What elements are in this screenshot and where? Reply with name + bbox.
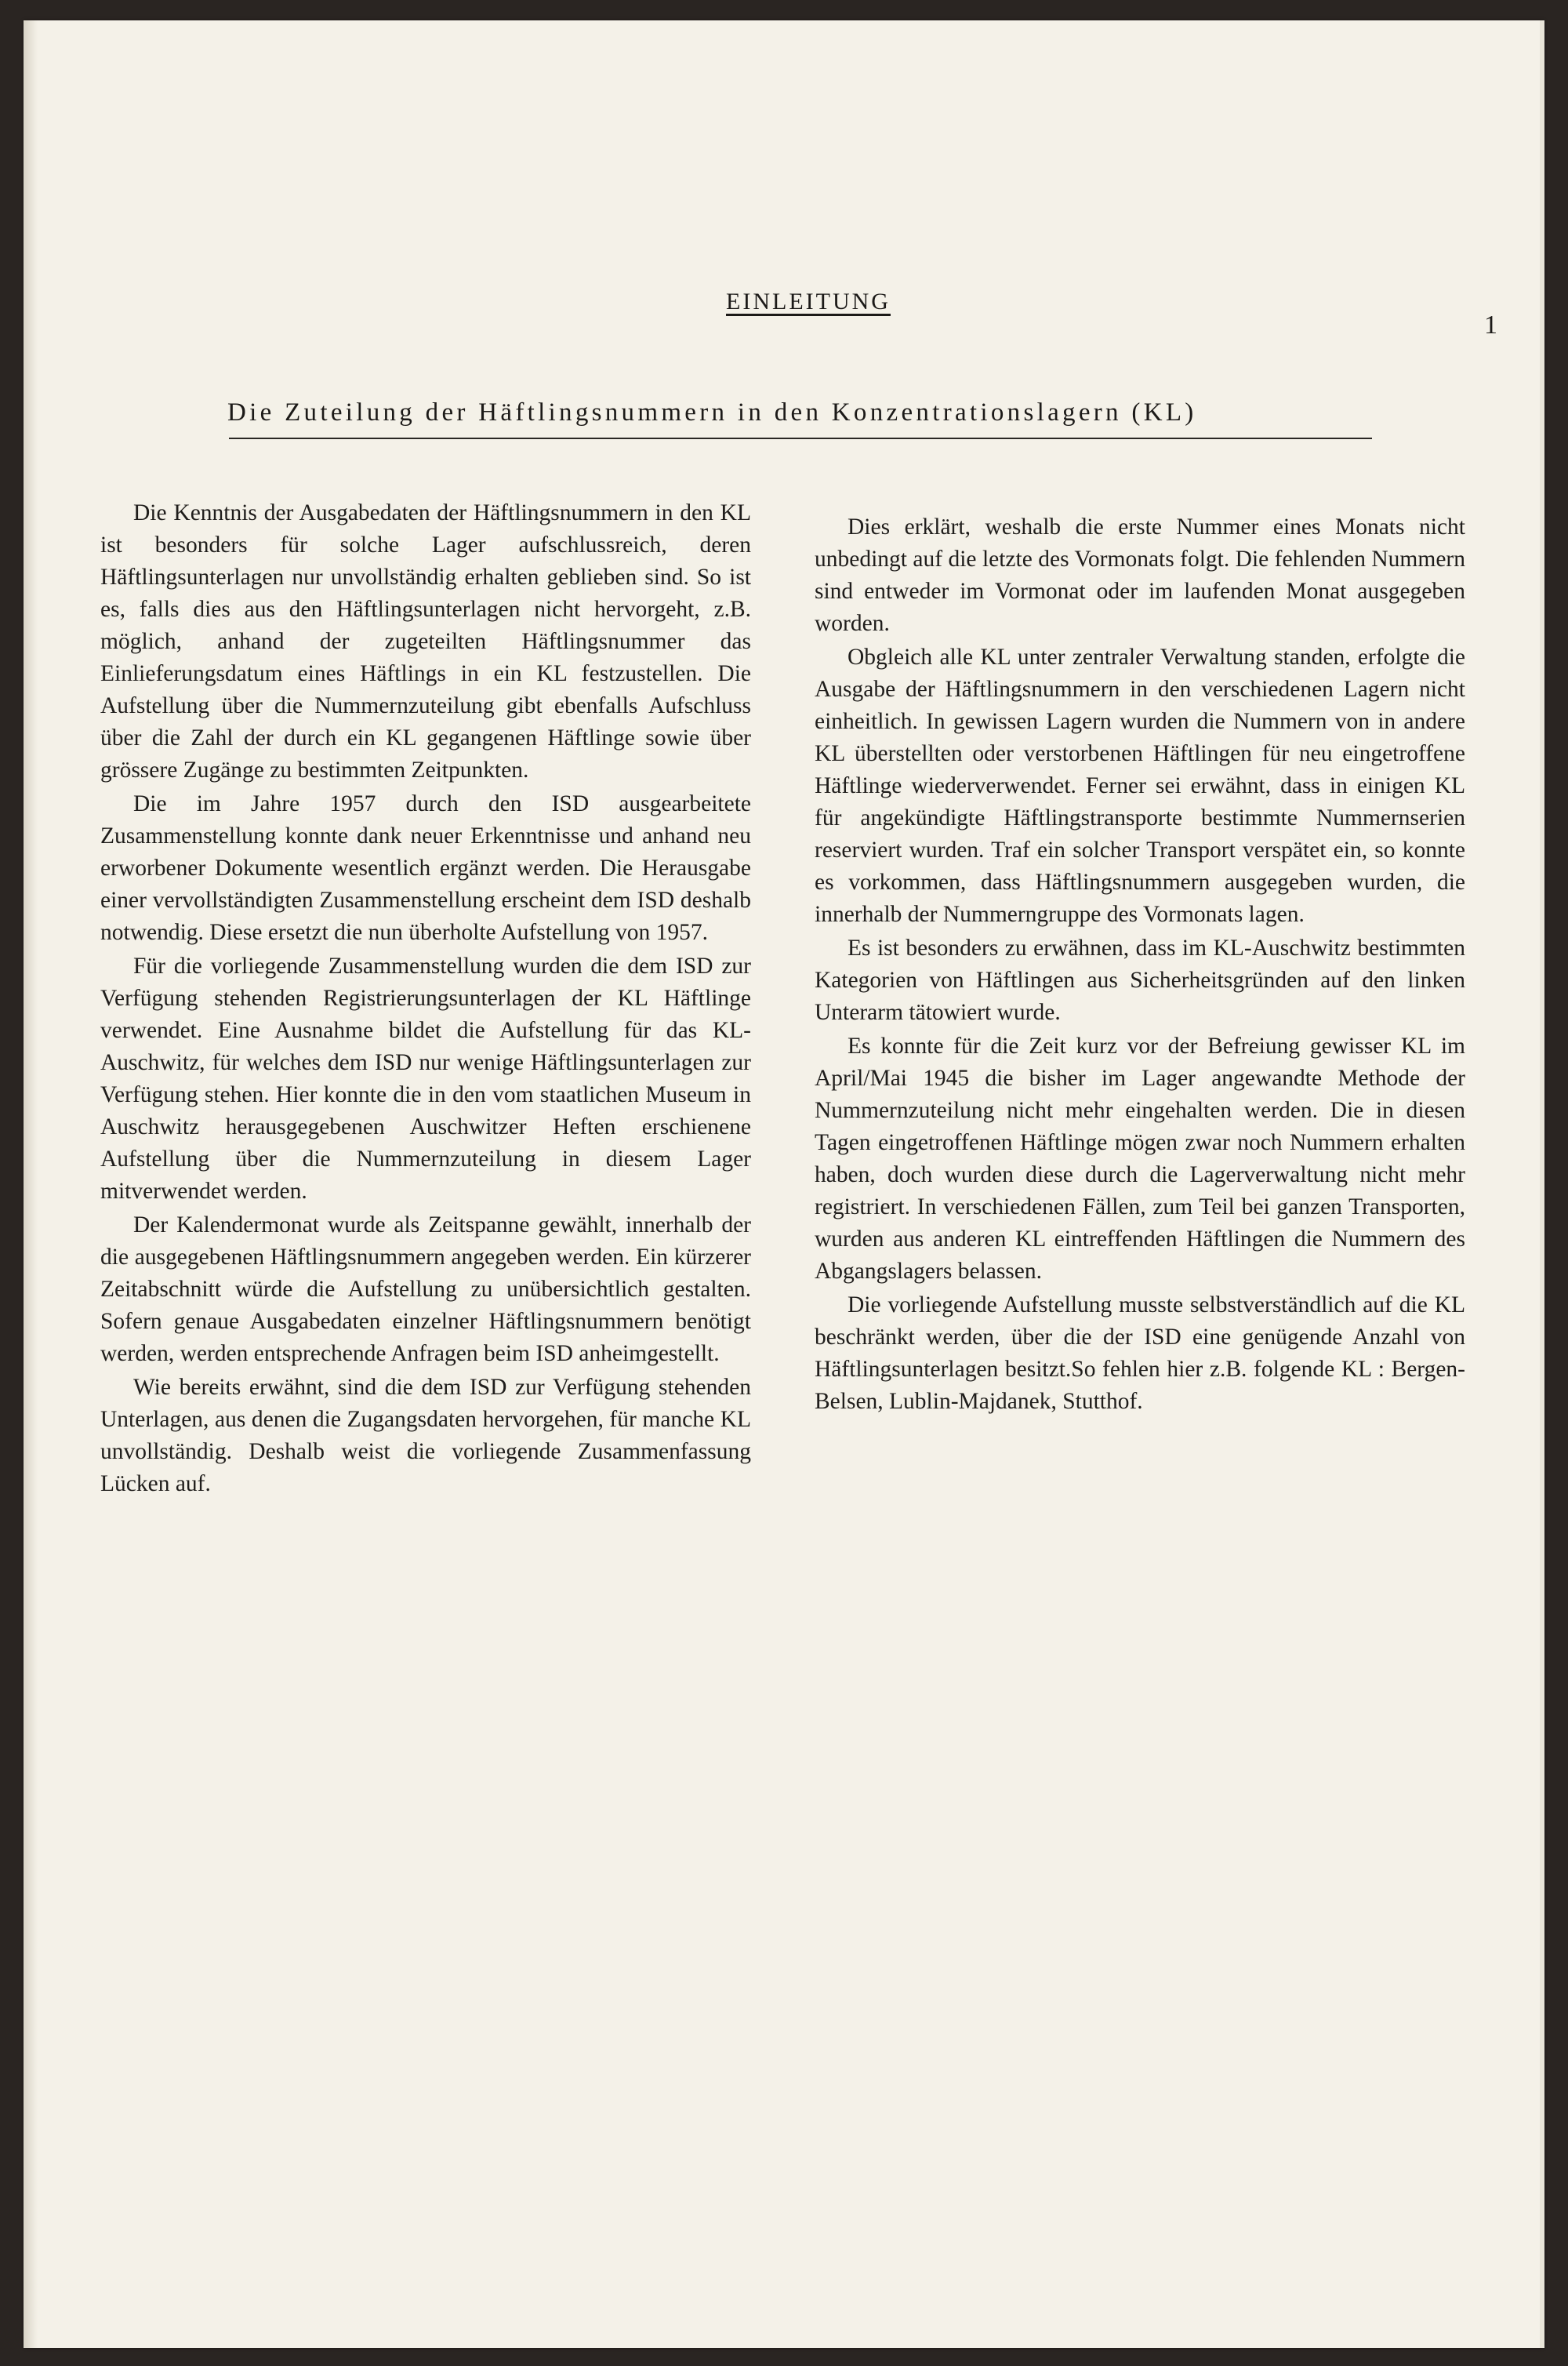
left-text-column	[100, 497, 751, 1502]
document-subtitle: Die Zuteilung der Häftlingsnummern in den Konzentrationslagern (KL)	[227, 398, 1197, 427]
paragraph: Es ist besonders zu erwähnen, dass im KL-Auschwitz bestimmten Kategorien von Häftlingen aus Sicherheitsgründen auf den linken Unterarm tätowiert wurde.	[815, 936, 1465, 1025]
paragraph: Es konnte für die Zeit kurz vor der Befreiung gewisser KL im April/Mai 1945 die bisher im Lager angewandte Methode der Nummernzuteilung nicht mehr eingehalten werden. Die in diesen Tagen eingetroffenen Häftlinge mögen zwar noch Nummern erhalten haben, doch wurden diese durch die Lagerverwaltung nicht mehr registriert. In verschiedenen Fällen, zum Teil bei ganzen Transporten, wurden aus anderen KL eintreffenden Häftlingen die Nummern des Abgangslagers belassen.	[815, 1034, 1465, 1284]
paragraph: Für die vorliegende Zusammenstellung wurden die dem ISD zur Verfügung stehenden Registrierungsunterlagen der KL Häftlinge verwendet. Eine Ausnahme bildet die Aufstellung für das KL-Auschwitz, für welches dem ISD nur wenige Häftlingsunterlagen zur Verfügung stehen. Hier konnte die in den vom staatlichen Museum in Auschwitz herausgegebenen Auschwitzer Heften erschienene Aufstellung über die Nummernzuteilung in diesem Lager mitverwendet werden.	[100, 954, 751, 1204]
subtitle-underline	[229, 438, 1372, 439]
right-text-column	[815, 511, 1465, 1419]
paragraph: Obgleich alle KL unter zentraler Verwaltung standen, erfolgte die Ausgabe der Häftlingsnummern in den verschiedenen Lagern nicht einheitlich. In gewissen Lagern wurden die Nummern von in andere KL überstellten oder verstorbenen Häftlingen für neu eingetroffene Häftlinge wiederverwendet. Ferner sei erwähnt, dass in einigen KL für angekündigte Häftlingstransporte bestimmte Nummernserien reserviert wurden. Traf ein solcher Transport verspätet ein, so konnte es vorkommen, dass Häftlingsnummern ausgegeben wurden, die innerhalb der Nummerngruppe des Vormonats lagen.	[815, 645, 1465, 927]
paragraph: Wie bereits erwähnt, sind die dem ISD zur Verfügung stehenden Unterlagen, aus denen die Zugangsdaten hervorgehen, für manche KL unvollständig. Deshalb weist die vorliegende Zusammenfassung Lücken auf.	[100, 1375, 751, 1496]
section-heading-wrapper	[24, 289, 1544, 315]
paragraph: Dies erklärt, weshalb die erste Nummer eines Monats nicht unbedingt auf die letzte des Vormonats folgt. Die fehlenden Nummern sind entweder im Vormonat oder im laufenden Monat ausgegeben worden.	[815, 514, 1465, 636]
paragraph: Die Kenntnis der Ausgabedaten der Häftlingsnummern in den KL ist besonders für solche Lager aufschlussreich, deren Häftlingsunterlagen nur unvollständig erhalten geblieben sind. So ist es, falls dies aus den Häftlingsunterlagen nicht hervorgeht, z.B. möglich, anhand der zugeteilten Häftlingsnummer das Einlieferungsdatum eines Häftlings in ein KL festzustellen. Die Aufstellung über die Nummernzuteilung gibt ebenfalls Aufschluss über die Zahl der durch ein KL gegangenen Häftlinge sowie über grössere Zugänge zu bestimmten Zeitpunkten.	[100, 500, 751, 783]
page-number: 1	[1484, 311, 1497, 340]
paragraph: Die vorliegende Aufstellung musste selbstverständlich auf die KL beschränkt werden, über die der ISD eine genügende Anzahl von Häftlingsunterlagen besitzt.So fehlen hier z.B. folgende KL : Bergen-Belsen, Lublin-Majdanek, Stutthof.	[815, 1292, 1465, 1414]
paragraph: Der Kalendermonat wurde als Zeitspanne gewählt, innerhalb der die ausgegebenen Häftlingsnummern angegeben werden. Ein kürzerer Zeitabschnitt würde die Aufstellung zu unübersichtlich gestalten. Sofern genaue Ausgabedaten einzelner Häftlingsnummern benötigt werden, werden entsprechende Anfragen beim ISD anheimgestellt.	[100, 1212, 751, 1366]
document-page	[24, 20, 1544, 2348]
section-heading: EINLEITUNG	[726, 289, 891, 314]
page-fold-shadow	[24, 20, 38, 2348]
paragraph: Die im Jahre 1957 durch den ISD ausgearbeitete Zusammenstellung konnte dank neuer Erkenntnisse und anhand neu erworbener Dokumente wesentlich ergänzt werden. Die Herausgabe einer vervollständigten Zusammenstellung erscheint dem ISD deshalb notwendig. Diese ersetzt die nun überholte Aufstellung von 1957.	[100, 791, 751, 945]
page-edge	[1540, 20, 1544, 2348]
